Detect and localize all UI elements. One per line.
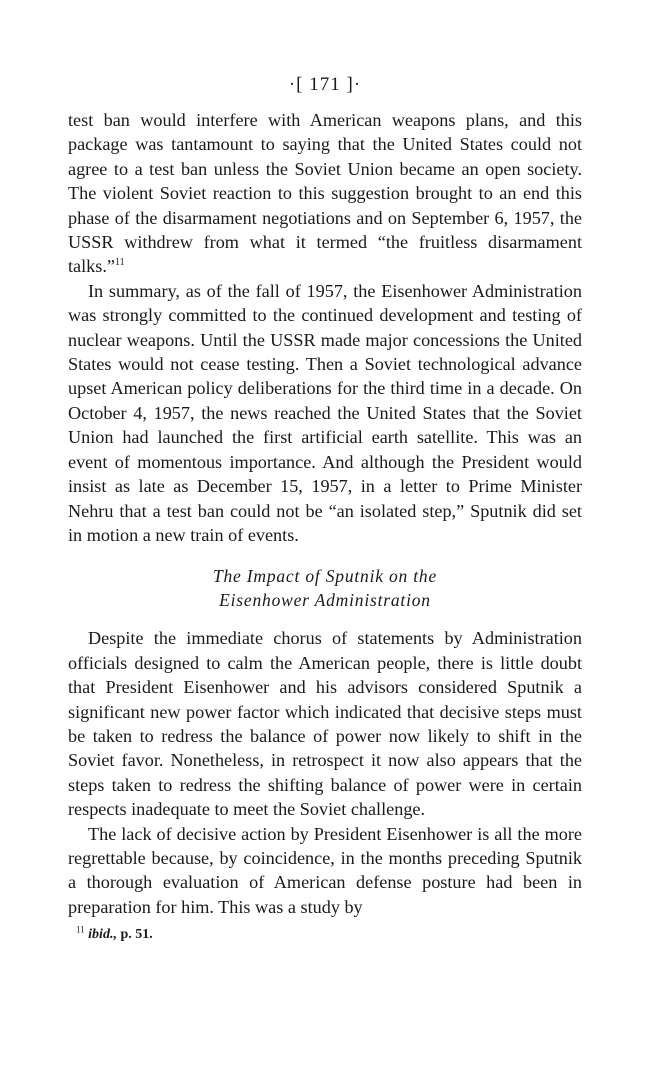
paragraph-despite xyxy=(68,626,582,821)
section-heading xyxy=(68,564,582,612)
footnote-reference: 11 xyxy=(114,257,125,269)
paragraph-text: In summary, as of the fall of 1957, the Eisenhower Administration was strongly committed to the continued development and testing of nuclear weapons. Until the USSR made major concessions the United States would not cease testing. Then a Soviet technological advance upset American policy deliberations for the third time in a decade. On October 4, 1957, the news reached the United States that the Soviet Union had launched the first artificial earth satellite. This was an event of momentous importance. And although the President would insist as late as December 15, 1957, in a letter to Prime Minister Nehru that a test ban could not be “an isolated step,” Sputnik did set in motion a new train of events. xyxy=(68,280,582,545)
page-number: ·[ 171 ]· xyxy=(288,74,362,95)
paragraph-lack-of-action xyxy=(68,822,582,920)
section-heading-line-1: The Impact of Sputnik on the xyxy=(212,566,438,587)
footnote-page: p. 51. xyxy=(120,927,153,943)
footnote-source: ibid., xyxy=(88,927,117,943)
footnote-number: 11 xyxy=(76,924,85,935)
paragraph-text: The lack of decisive action by President Eisenhower is all the more regrettable because, by coincidence, in the months preceding Sputnik a thorough evaluation of American defense posture had been in preparation for him. This was a study by xyxy=(68,823,582,917)
paragraph-text: test ban would interfere with American weapons plans, and this package was tantamount to saying that the United States could not agree to a test ban unless the Soviet Union became an open society. The violent Soviet reaction to this suggestion brought to an end this phase of the disarmament negotiations and on September 6, 1957, the USSR withdrew from what it termed “the fruitless disarmament talks.” xyxy=(68,110,582,277)
footnote xyxy=(68,925,582,945)
paragraph-summary xyxy=(68,279,582,547)
book-page xyxy=(68,72,582,945)
paragraph-continuation xyxy=(68,108,582,279)
paragraph-text: Despite the immediate chorus of statements by Administration officials designed to calm the American people, there is little doubt that President Eisenhower and his advisors considered Sputnik a significant new power factor which indicated that decisive steps must be taken to redress the balance of power now likely to shift in the Soviet favor. Nonetheless, in retrospect it now also appears that the steps taken to redress the shifting balance of power were in certain respects inadequate to meet the Soviet challenge. xyxy=(68,628,582,820)
section-heading-line-2: Eisenhower Administration xyxy=(219,590,431,611)
